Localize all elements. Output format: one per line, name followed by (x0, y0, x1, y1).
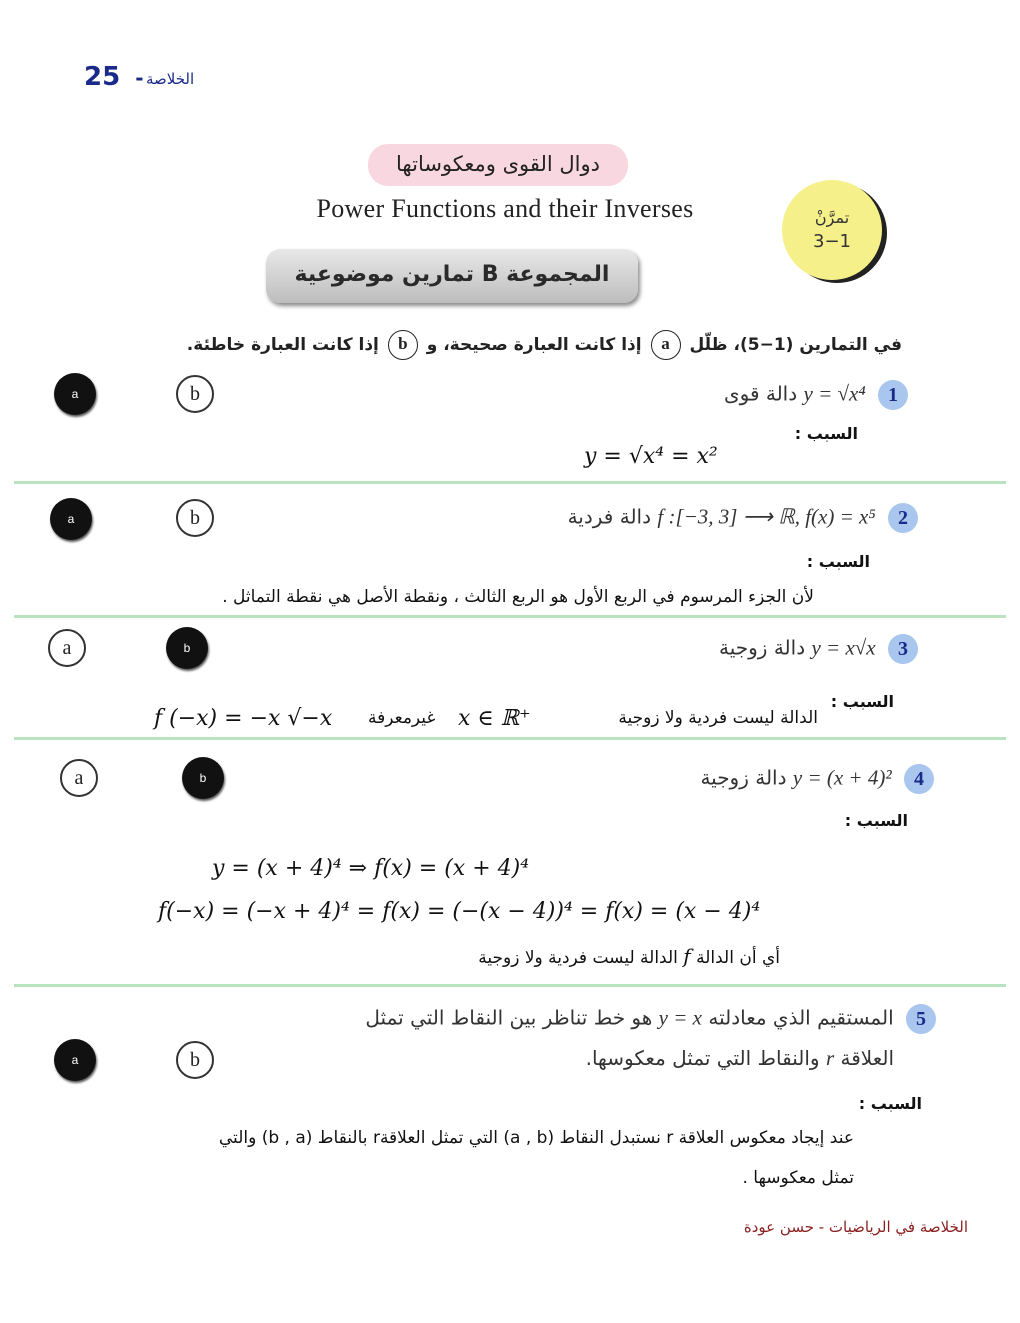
badge-line2: 3−1 (813, 231, 851, 252)
q3-option-a[interactable]: a (48, 629, 86, 667)
separator-4 (14, 984, 1006, 987)
q3-option-b[interactable]: b (166, 627, 208, 669)
q2-reason-text: لأن الجزء المرسوم في الربع الأول هو الربع الثالث ، ونقطة الأصل هي نقطة التماثل . (222, 587, 814, 607)
q4-reason-math-2: f(−x) = (−x + 4)⁴ = f(x) = (−(x − 4))⁴ = f(x) = (x − 4)⁴ (158, 899, 761, 924)
footer-credit: الخلاصة في الرياضيات - حسن عودة (743, 1218, 968, 1236)
q5-statement-line1 (365, 1004, 936, 1034)
q1-statement-math: y = √x⁴ (803, 381, 866, 406)
exercise-badge (782, 180, 882, 280)
q2-statement (568, 503, 918, 533)
page-number: 25 - (84, 62, 144, 92)
q1-reason-math: y = √x⁴ = x² (584, 444, 718, 469)
q4-reason-text-2: الدالة ليست فردية ولا زوجية (478, 948, 678, 968)
q4-option-b[interactable]: b (182, 757, 224, 799)
q1-reason-label: السبب : (794, 424, 858, 443)
title-arabic: دوال القوى ومعكوساتها (368, 144, 628, 186)
q3-statement-text: دالة زوجية (719, 635, 806, 660)
q5-statement-math: y = x (658, 1005, 702, 1030)
q2-statement-text: دالة فردية (567, 504, 652, 529)
q5-statement-line2-b: والنقاط التي تمثل معكوسها. (585, 1046, 820, 1070)
q4-reason-text-1: أي أن الدالة (696, 948, 780, 968)
q5-reason-text-1: عند إيجاد معكوس العلاقة r نستبدل النقاط (a , b) التي تمثل العلاقةr بالنقاط (b , a) والتي (218, 1128, 854, 1148)
q2-option-a[interactable]: a (50, 498, 92, 540)
q4-option-a[interactable]: a (60, 759, 98, 797)
instructions-option-a: a (651, 330, 681, 360)
group-banner: المجموعة B تمارين موضوعية (266, 249, 638, 303)
q4-reason-conclusion (478, 944, 780, 968)
instructions-option-b: b (388, 330, 418, 360)
header-label: الخلاصة (146, 70, 195, 88)
q1-number: 1 (878, 380, 908, 410)
q2-option-b[interactable]: b (176, 499, 214, 537)
q3-reason-math-2: x ∈ ℝ⁺ (458, 706, 531, 731)
instructions-part1: في التمارين (1−5)، ظلّل (689, 335, 902, 355)
q4-statement-math: y = (x + 4)² (792, 765, 892, 790)
q5-option-b[interactable]: b (176, 1041, 214, 1079)
q4-number: 4 (904, 764, 934, 794)
q5-statement-text-1: المستقيم الذي معادلته (708, 1005, 894, 1030)
separator-2 (14, 615, 1006, 618)
q3-reason-text-2: غيرمعرفة (368, 708, 436, 728)
q3-number: 3 (888, 634, 918, 664)
separator-3 (14, 737, 1006, 740)
q5-option-a[interactable]: a (54, 1039, 96, 1081)
q1-option-b[interactable]: b (176, 375, 214, 413)
q4-statement (700, 764, 934, 794)
q1-statement (724, 380, 908, 410)
header-dash: - (135, 66, 144, 90)
q1-option-a[interactable]: a (54, 373, 96, 415)
separator-1 (14, 481, 1006, 484)
q4-reason-math-1: y = (x + 4)⁴ ⇒ f(x) = (x + 4)⁴ (212, 856, 530, 881)
q5-reason-label: السبب : (858, 1094, 922, 1113)
q5-statement-line2-a: العلاقة (840, 1046, 894, 1070)
q3-reason-text: الدالة ليست فردية ولا زوجية (618, 708, 818, 728)
instructions-part2: إذا كانت العبارة صحيحة، و (426, 335, 642, 355)
q3-reason-math-1: f (−x) = −x √−x (154, 706, 333, 731)
q5-reason-text-2: تمثل معكوسها . (742, 1168, 854, 1188)
q3-statement (719, 634, 918, 664)
q3-statement-math: y = x√x (811, 635, 876, 660)
q5-statement-line2-math: r (825, 1046, 835, 1070)
q2-reason-label: السبب : (806, 552, 870, 571)
instructions-part3: إذا كانت العبارة خاطئة. (186, 335, 379, 355)
title-english: Power Functions and their Inverses (316, 194, 694, 223)
badge-line1: تمرَّنْ (814, 208, 850, 227)
q4-reason-label: السبب : (844, 811, 908, 830)
q4-reason-math-f: f (683, 944, 691, 968)
q5-statement-line2 (586, 1046, 894, 1071)
q5-number: 5 (906, 1004, 936, 1034)
q4-statement-text: دالة زوجية (700, 765, 787, 790)
q2-statement-math: f :[−3, 3] ⟶ ℝ, f(x) = x⁵ (657, 504, 876, 529)
q1-statement-text: دالة قوى (723, 381, 798, 406)
q3-reason-label: السبب : (830, 692, 894, 711)
q2-number: 2 (888, 503, 918, 533)
instructions (187, 330, 902, 360)
q5-statement-text-2: هو خط تناظر بين النقاط التي تمثل (365, 1005, 653, 1030)
